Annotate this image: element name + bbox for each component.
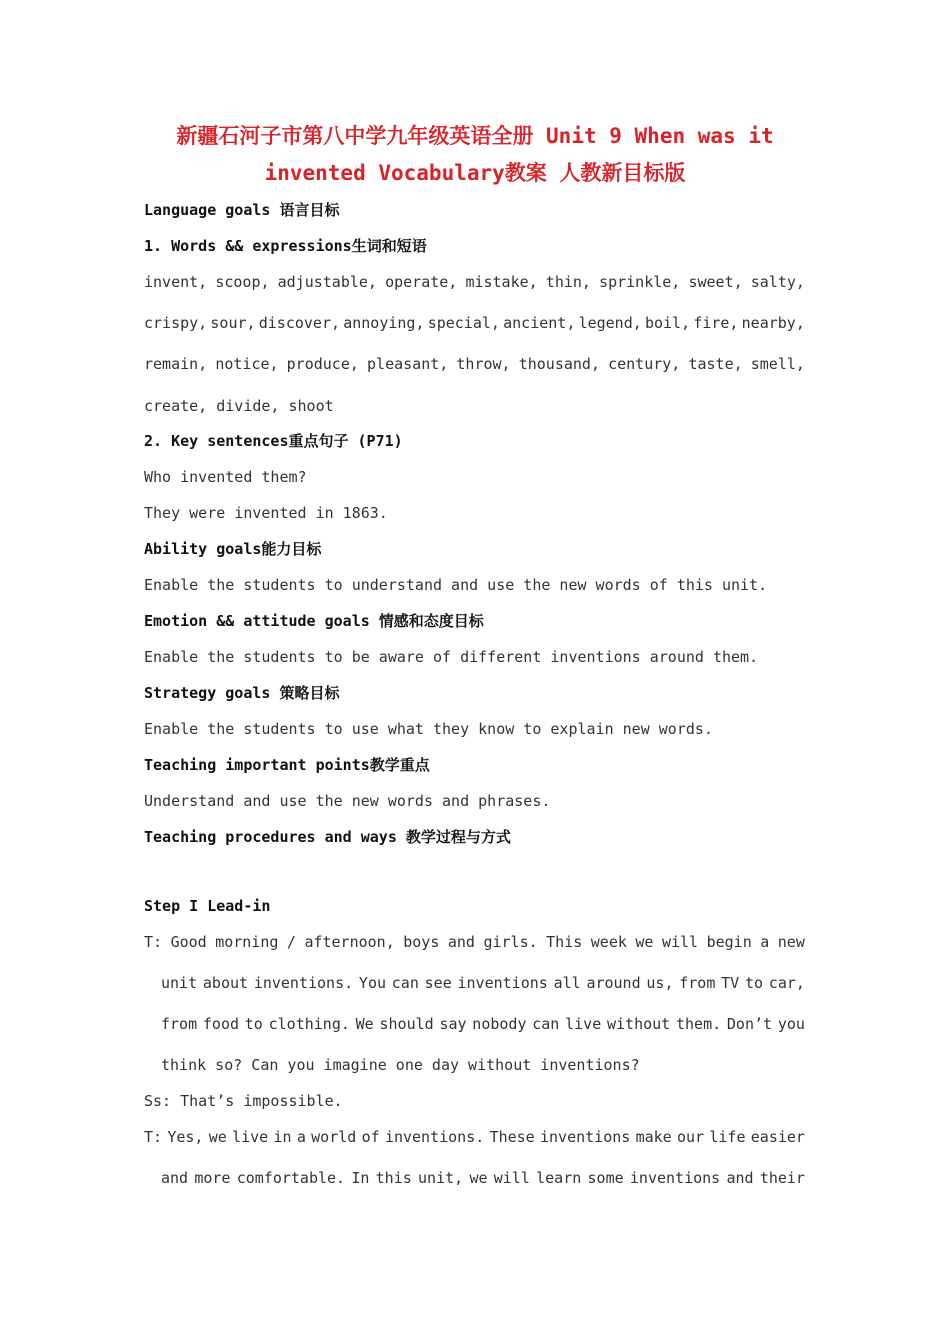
strategy-goals-text: Enable the students to use what they know to explain new words. xyxy=(144,720,713,738)
word: a xyxy=(296,1128,306,1146)
words-heading: 1. Words && expressions生词和短语 xyxy=(144,237,427,255)
students-reply: Ss: That’s impossible. xyxy=(144,1092,343,1110)
word: morning xyxy=(215,933,279,951)
word: You xyxy=(358,974,387,992)
word: comfortable. xyxy=(236,1169,346,1187)
word: throw, xyxy=(456,355,511,373)
word: world xyxy=(311,1128,357,1146)
emotion-goals-heading: Emotion && attitude goals 情感和态度目标 xyxy=(144,612,484,630)
word: in xyxy=(273,1128,292,1146)
ability-goals-heading: Ability goals能力目标 xyxy=(144,540,322,558)
teacher-para-1-row-1 xyxy=(144,932,805,952)
language-goals-heading: Language goals 语言目标 xyxy=(144,201,340,219)
strategy-goals-heading: Strategy goals 策略目标 xyxy=(144,684,340,702)
word: some xyxy=(587,1169,624,1187)
word: you xyxy=(777,1015,805,1033)
word: Don’t xyxy=(726,1015,773,1033)
teacher-para-2-row-2 xyxy=(161,1168,805,1188)
word: discover, xyxy=(258,314,341,332)
word: more xyxy=(194,1169,231,1187)
word: sweet, xyxy=(688,273,743,291)
important-points-heading: Teaching important points教学重点 xyxy=(144,756,430,774)
word: fire, xyxy=(693,314,739,332)
word: This xyxy=(546,933,583,951)
word: We xyxy=(355,1015,374,1033)
word: learn xyxy=(536,1169,582,1187)
word: mistake, xyxy=(465,273,538,291)
word: salty, xyxy=(750,273,805,291)
teacher-para-1-row-2 xyxy=(161,973,805,993)
word: thousand, xyxy=(518,355,600,373)
word: to xyxy=(744,974,764,992)
word: their xyxy=(759,1169,805,1187)
word: notice, xyxy=(215,355,279,373)
word: crispy, xyxy=(144,314,208,332)
word: remain, xyxy=(144,355,208,373)
word: century, xyxy=(608,355,681,373)
word: inventions xyxy=(629,1169,721,1187)
word: girls. xyxy=(483,933,538,951)
word: will xyxy=(493,1169,530,1187)
word: These xyxy=(489,1128,535,1146)
emotion-goals-text: Enable the students to be aware of different inventions around them. xyxy=(144,648,759,666)
key-sentence-1: Who invented them? xyxy=(144,468,307,486)
word: sprinkle, xyxy=(599,273,681,291)
word: see xyxy=(424,974,452,992)
word: Yes, xyxy=(167,1128,204,1146)
word: T: xyxy=(144,933,163,951)
word: without xyxy=(607,1015,671,1033)
word: inventions. xyxy=(384,1128,485,1146)
word: begin xyxy=(706,933,752,951)
word: / xyxy=(286,933,296,951)
word: them. xyxy=(675,1015,722,1033)
words-row-2 xyxy=(144,313,805,333)
word: us, xyxy=(646,974,674,992)
word: unit xyxy=(161,974,198,992)
word: inventions xyxy=(457,974,548,992)
word: can xyxy=(391,974,419,992)
title-line-2: invented Vocabulary教案 人教新目标版 xyxy=(264,161,686,185)
word: live xyxy=(232,1128,269,1146)
teacher-para-1-row-3 xyxy=(161,1014,805,1034)
key-sentences-heading: 2. Key sentences重点句子 (P71) xyxy=(144,432,403,450)
word: to xyxy=(244,1015,263,1033)
word: thin, xyxy=(545,273,591,291)
word: can xyxy=(532,1015,560,1033)
teacher-para-2-row-1 xyxy=(144,1127,805,1147)
word: special, xyxy=(427,314,500,332)
word: life xyxy=(709,1128,746,1146)
word: inventions. xyxy=(253,974,354,992)
word: boys xyxy=(403,933,440,951)
word: around xyxy=(586,974,641,992)
teacher-para-1-row-4: think so? Can you imagine one day without inventions? xyxy=(161,1056,640,1074)
step-1-heading: Step I Lead-in xyxy=(144,897,271,915)
word: legend, xyxy=(578,314,642,332)
word: TV xyxy=(721,974,740,992)
important-points-text: Understand and use the new words and phrases. xyxy=(144,792,551,810)
word: In xyxy=(351,1169,370,1187)
word: and xyxy=(726,1169,754,1187)
word: T: xyxy=(144,1128,163,1146)
word: of xyxy=(361,1128,380,1146)
word: scoop, xyxy=(215,273,270,291)
title-line-1: 新疆石河子市第八中学九年级英语全册 Unit 9 When was it xyxy=(176,124,774,148)
document-title xyxy=(144,118,806,192)
word: and xyxy=(447,933,475,951)
word: new xyxy=(777,933,805,951)
word: this xyxy=(375,1169,412,1187)
words-row-1 xyxy=(144,272,805,292)
word: live xyxy=(565,1015,602,1033)
word: make xyxy=(635,1128,672,1146)
word: ancient, xyxy=(503,314,576,332)
word: food xyxy=(202,1015,240,1033)
word: invent, xyxy=(144,273,208,291)
word: from xyxy=(161,1015,198,1033)
word: clothing. xyxy=(268,1015,350,1033)
words-row-4: create, divide, shoot xyxy=(144,397,334,415)
word: should xyxy=(379,1015,434,1033)
word: a xyxy=(760,933,770,951)
word: we xyxy=(208,1128,227,1146)
word: say xyxy=(439,1015,467,1033)
word: about xyxy=(202,974,249,992)
word: inventions xyxy=(540,1128,631,1146)
word: produce, xyxy=(286,355,359,373)
word: and xyxy=(161,1169,189,1187)
word: week xyxy=(590,933,627,951)
word: we xyxy=(469,1169,488,1187)
word: smell, xyxy=(750,355,805,373)
word: we xyxy=(635,933,654,951)
word: afternoon, xyxy=(304,933,395,951)
procedures-heading: Teaching procedures and ways 教学过程与方式 xyxy=(144,828,511,846)
word: operate, xyxy=(385,273,458,291)
word: nearby, xyxy=(741,314,805,332)
word: unit, xyxy=(418,1169,464,1187)
key-sentence-2: They were invented in 1863. xyxy=(144,504,388,522)
word: nobody xyxy=(472,1015,527,1033)
ability-goals-text: Enable the students to understand and use the new words of this unit. xyxy=(144,576,768,594)
word: easier xyxy=(750,1128,805,1146)
word: annoying, xyxy=(343,314,425,332)
word: all xyxy=(553,974,581,992)
word: our xyxy=(677,1128,705,1146)
word: sour, xyxy=(210,314,256,332)
word: Good xyxy=(170,933,207,951)
word: boil, xyxy=(644,314,691,332)
word: pleasant, xyxy=(367,355,449,373)
word: car, xyxy=(768,974,805,992)
word: adjustable, xyxy=(277,273,377,291)
words-row-3 xyxy=(144,354,805,374)
word: from xyxy=(679,974,716,992)
word: will xyxy=(661,933,699,951)
word: taste, xyxy=(688,355,743,373)
